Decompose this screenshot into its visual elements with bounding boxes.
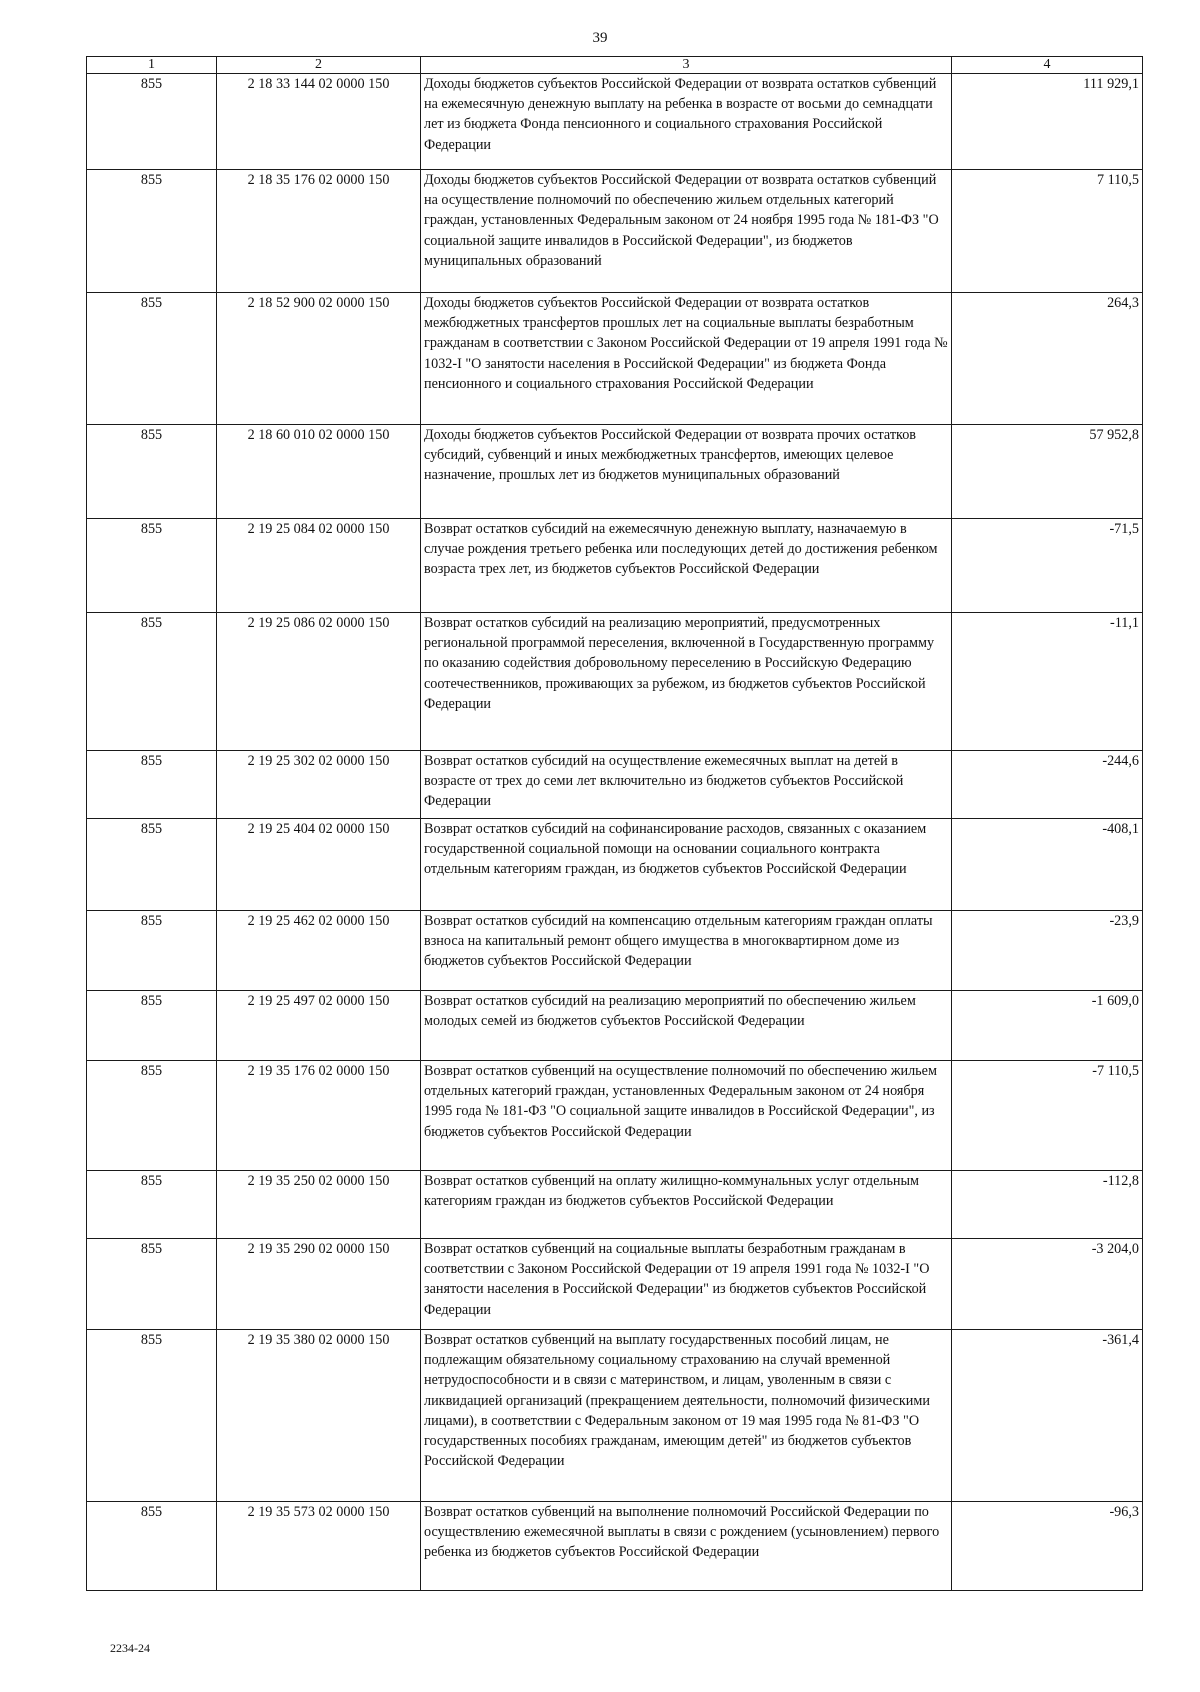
- admin-code-cell: 855: [87, 613, 217, 751]
- amount-cell: -3 204,0: [952, 1239, 1143, 1330]
- budget-code-cell: 2 18 60 010 02 0000 150: [217, 425, 421, 519]
- budget-code-cell: 2 19 35 573 02 0000 150: [217, 1502, 421, 1591]
- amount-cell: 57 952,8: [952, 425, 1143, 519]
- amount-cell: -96,3: [952, 1502, 1143, 1591]
- amount-cell: -244,6: [952, 751, 1143, 819]
- column-number-header: 4: [952, 57, 1143, 74]
- admin-code-cell: 855: [87, 293, 217, 425]
- table-row: [87, 293, 1143, 425]
- table-row: [87, 991, 1143, 1061]
- table-row: [87, 425, 1143, 519]
- table-row: [87, 1061, 1143, 1171]
- table-row: [87, 170, 1143, 293]
- table-header-row: [87, 57, 1143, 74]
- budget-code-cell: 2 19 25 084 02 0000 150: [217, 519, 421, 613]
- admin-code-cell: 855: [87, 425, 217, 519]
- budget-code-cell: 2 19 25 462 02 0000 150: [217, 911, 421, 991]
- document-code: 2234-24: [110, 1641, 150, 1655]
- description-cell: Возврат остатков субсидий на софинансирование расходов, связанных с оказанием государственной социальной помощи на основании социального контракта отдельным категориям граждан, из бюджетов субъектов Российской Федерации: [421, 819, 952, 911]
- amount-cell: -11,1: [952, 613, 1143, 751]
- amount-cell: 7 110,5: [952, 170, 1143, 293]
- admin-code-cell: 855: [87, 519, 217, 613]
- description-cell: Возврат остатков субсидий на реализацию мероприятий по обеспечению жильем молодых семей из бюджетов субъектов Российской Федерации: [421, 991, 952, 1061]
- admin-code-cell: 855: [87, 74, 217, 170]
- table-row: [87, 819, 1143, 911]
- budget-code-cell: 2 19 35 290 02 0000 150: [217, 1239, 421, 1330]
- amount-cell: -23,9: [952, 911, 1143, 991]
- column-number-header: 3: [421, 57, 952, 74]
- amount-cell: -7 110,5: [952, 1061, 1143, 1171]
- description-cell: Доходы бюджетов субъектов Российской Федерации от возврата остатков субвенций на ежемесячную денежную выплату на ребенка в возрасте от восьми до семнадцати лет из бюджета Фонда пенсионного и социального страхования Российской Федерации: [421, 74, 952, 170]
- admin-code-cell: 855: [87, 1171, 217, 1239]
- amount-cell: -112,8: [952, 1171, 1143, 1239]
- budget-code-cell: 2 19 35 380 02 0000 150: [217, 1330, 421, 1502]
- table-row: [87, 1502, 1143, 1591]
- description-cell: Доходы бюджетов субъектов Российской Федерации от возврата остатков межбюджетных трансфертов прошлых лет на социальные выплаты безработным гражданам в соответствии с Законом Российской Федерации от 19 апреля 1991 года № 1032-I "О занятости населения в Российской Федерации" из бюджета Фонда пенсионного и социального страхования Российской Федерации: [421, 293, 952, 425]
- budget-code-cell: 2 18 52 900 02 0000 150: [217, 293, 421, 425]
- budget-code-cell: 2 19 35 176 02 0000 150: [217, 1061, 421, 1171]
- amount-cell: -361,4: [952, 1330, 1143, 1502]
- description-cell: Возврат остатков субсидий на реализацию мероприятий, предусмотренных региональной программой переселения, включенной в Государственную программу по оказанию содействия добровольному переселению в Российскую Федерацию соотечественников, проживающих за рубежом, из бюджетов субъектов Российской Федерации: [421, 613, 952, 751]
- description-cell: Возврат остатков субсидий на ежемесячную денежную выплату, назначаемую в случае рождения третьего ребенка или последующих детей до достижения ребенком возраста трех лет, из бюджетов субъектов Российской Федерации: [421, 519, 952, 613]
- table-row: [87, 519, 1143, 613]
- budget-code-cell: 2 18 33 144 02 0000 150: [217, 74, 421, 170]
- table-row: [87, 1330, 1143, 1502]
- admin-code-cell: 855: [87, 1330, 217, 1502]
- description-cell: Возврат остатков субвенций на оплату жилищно-коммунальных услуг отдельным категориям граждан из бюджетов субъектов Российской Федерации: [421, 1171, 952, 1239]
- budget-code-cell: 2 19 25 404 02 0000 150: [217, 819, 421, 911]
- amount-cell: 111 929,1: [952, 74, 1143, 170]
- page-number: 39: [592, 30, 608, 46]
- amount-cell: -71,5: [952, 519, 1143, 613]
- budget-revenue-table: [86, 56, 1143, 1591]
- admin-code-cell: 855: [87, 819, 217, 911]
- amount-cell: -1 609,0: [952, 991, 1143, 1061]
- admin-code-cell: 855: [87, 911, 217, 991]
- admin-code-cell: 855: [87, 751, 217, 819]
- column-number-header: 1: [87, 57, 217, 74]
- admin-code-cell: 855: [87, 170, 217, 293]
- table-row: [87, 74, 1143, 170]
- column-number-header: 2: [217, 57, 421, 74]
- budget-code-cell: 2 19 25 086 02 0000 150: [217, 613, 421, 751]
- admin-code-cell: 855: [87, 1061, 217, 1171]
- budget-code-cell: 2 19 25 497 02 0000 150: [217, 991, 421, 1061]
- admin-code-cell: 855: [87, 1239, 217, 1330]
- description-cell: Возврат остатков субсидий на осуществление ежемесячных выплат на детей в возрасте от трех до семи лет включительно из бюджетов субъектов Российской Федерации: [421, 751, 952, 819]
- admin-code-cell: 855: [87, 991, 217, 1061]
- budget-code-cell: 2 18 35 176 02 0000 150: [217, 170, 421, 293]
- table-row: [87, 751, 1143, 819]
- table-row: [87, 1239, 1143, 1330]
- description-cell: Доходы бюджетов субъектов Российской Федерации от возврата прочих остатков субсидий, субвенций и иных межбюджетных трансфертов, имеющих целевое назначение, прошлых лет из бюджетов муниципальных образований: [421, 425, 952, 519]
- admin-code-cell: 855: [87, 1502, 217, 1591]
- table-row: [87, 613, 1143, 751]
- description-cell: Возврат остатков субвенций на выполнение полномочий Российской Федерации по осуществлению ежемесячной выплаты в связи с рождением (усыновлением) первого ребенка из бюджетов субъектов Российской Федерации: [421, 1502, 952, 1591]
- description-cell: Возврат остатков субвенций на социальные выплаты безработным гражданам в соответствии с Законом Российской Федерации от 19 апреля 1991 года № 1032-I "О занятости населения в Российской Федерации" из бюджетов субъектов Российской Федерации: [421, 1239, 952, 1330]
- table-row: [87, 1171, 1143, 1239]
- amount-cell: 264,3: [952, 293, 1143, 425]
- description-cell: Доходы бюджетов субъектов Российской Федерации от возврата остатков субвенций на осуществление полномочий по обеспечению жильем отдельных категорий граждан, установленных Федеральным законом от 24 ноября 1995 года № 181-ФЗ "О социальной защите инвалидов в Российской Федерации", из бюджетов муниципальных образований: [421, 170, 952, 293]
- description-cell: Возврат остатков субвенций на выплату государственных пособий лицам, не подлежащим обязательному социальному страхованию на случай временной нетрудоспособности и в связи с материнством, и лицам, уволенным в связи с ликвидацией организаций (прекращением деятельности, полномочий физическими лицами), в соответствии с Федеральным законом от 19 мая 1995 года № 81-ФЗ "О государственных пособиях гражданам, имеющим детей" из бюджетов субъектов Российской Федерации: [421, 1330, 952, 1502]
- budget-code-cell: 2 19 25 302 02 0000 150: [217, 751, 421, 819]
- budget-code-cell: 2 19 35 250 02 0000 150: [217, 1171, 421, 1239]
- description-cell: Возврат остатков субвенций на осуществление полномочий по обеспечению жильем отдельных категорий граждан, установленных Федеральным законом от 24 ноября 1995 года № 181-ФЗ "О социальной защите инвалидов в Российской Федерации", из бюджетов субъектов Российской Федерации: [421, 1061, 952, 1171]
- description-cell: Возврат остатков субсидий на компенсацию отдельным категориям граждан оплаты взноса на капитальный ремонт общего имущества в многоквартирном доме из бюджетов субъектов Российской Федерации: [421, 911, 952, 991]
- table-row: [87, 911, 1143, 991]
- amount-cell: -408,1: [952, 819, 1143, 911]
